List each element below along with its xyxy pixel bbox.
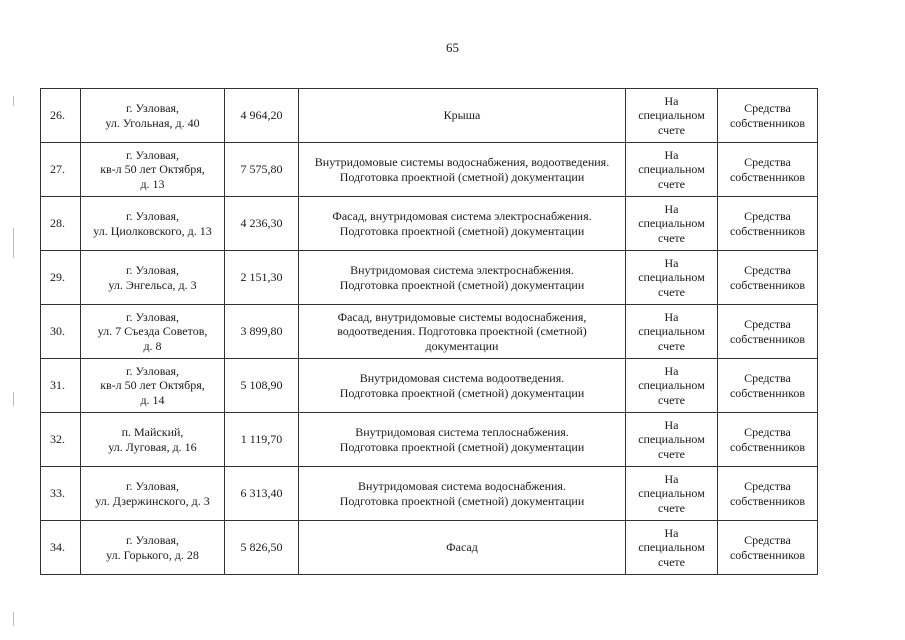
page-number: 65: [446, 40, 459, 55]
funding-source-cell: [718, 89, 818, 143]
work-type-cell-line: Фасад: [446, 540, 478, 555]
account-cell: [626, 197, 718, 251]
scan-artifact: [13, 228, 14, 258]
address-cell-line: г. Узловая,: [125, 309, 180, 324]
address-cell-line: г. Узловая,: [125, 363, 180, 378]
work-type-cell-line: Внутридомовая система теплоснабжения.: [355, 425, 569, 439]
row-number: 33.: [41, 467, 81, 521]
table-row: [41, 143, 818, 197]
address-cell: [81, 197, 225, 251]
row-number: 34.: [41, 521, 81, 575]
funding-source-cell: [718, 359, 818, 413]
funding-source-cell-line: собственников: [729, 439, 806, 454]
work-type-cell: [299, 521, 626, 575]
funding-source-cell-line: Средства: [744, 317, 791, 331]
row-number: 30.: [41, 305, 81, 359]
account-cell-line: счете: [657, 446, 686, 461]
address-cell-line: г. Узловая,: [125, 263, 180, 277]
work-type-cell-line: Подготовка проектной (сметной) документации: [339, 493, 585, 508]
area-cell: 5 108,90: [225, 359, 299, 413]
account-cell: [626, 251, 718, 305]
account-cell: [626, 89, 718, 143]
work-type-cell: [299, 413, 626, 467]
address-cell-line: кв-л 50 лет Октября,: [100, 378, 205, 393]
funding-source-cell-line: собственников: [729, 547, 806, 562]
table-row: [41, 89, 818, 143]
address-cell-line: д. 13: [140, 176, 165, 191]
table-row: [41, 305, 818, 359]
work-type-cell: [299, 305, 626, 359]
account-cell-line: На: [664, 255, 679, 270]
account-cell-line: специальном: [638, 108, 705, 123]
account-cell-line: специальном: [638, 270, 705, 285]
account-cell-line: На: [664, 525, 679, 540]
scan-artifact: [13, 612, 14, 626]
work-type-cell-line: Крыша: [443, 108, 481, 123]
funding-source-cell-line: Средства: [744, 533, 791, 547]
address-cell-line: г. Узловая,: [125, 209, 180, 223]
address-cell: [81, 521, 225, 575]
address-cell: [81, 467, 225, 521]
account-cell-line: счете: [657, 230, 686, 245]
account-cell-line: счете: [657, 554, 686, 569]
funding-source-cell-line: Средства: [744, 101, 791, 115]
account-cell: [626, 143, 718, 197]
work-type-cell-line: водоотведения. Подготовка проектной (сметной): [337, 324, 587, 339]
address-cell: [81, 89, 225, 143]
row-number: 27.: [41, 143, 81, 197]
address-cell-line: д. 14: [140, 392, 165, 407]
funding-source-cell-line: Средства: [744, 263, 791, 277]
account-cell-line: счете: [657, 176, 686, 191]
account-cell: [626, 359, 718, 413]
row-number: 31.: [41, 359, 81, 413]
account-cell-line: счете: [657, 500, 686, 515]
address-cell-line: ул. Циолковского, д. 13: [93, 223, 212, 238]
table-row: [41, 251, 818, 305]
table-row: [41, 197, 818, 251]
work-type-cell: [299, 89, 626, 143]
funding-source-cell-line: Средства: [744, 155, 791, 169]
work-type-cell-line: документации: [425, 338, 499, 353]
funding-source-cell: [718, 413, 818, 467]
funding-source-cell-line: собственников: [729, 115, 806, 130]
work-type-cell-line: Внутридомовые системы водоснабжения, водоотведения.: [314, 155, 610, 169]
address-cell-line: ул. Луговая, д. 16: [108, 439, 197, 454]
address-cell-line: г. Узловая,: [125, 533, 180, 547]
work-type-cell: [299, 143, 626, 197]
account-cell-line: специальном: [638, 432, 705, 447]
funding-source-cell: [718, 521, 818, 575]
account-cell: [626, 305, 718, 359]
funding-source-cell: [718, 305, 818, 359]
account-cell-line: счете: [657, 122, 686, 137]
account-cell: [626, 413, 718, 467]
address-cell-line: ул. Горького, д. 28: [106, 547, 199, 562]
scan-artifact: [13, 96, 14, 106]
funding-source-cell-line: Средства: [744, 371, 791, 385]
work-type-cell-line: Подготовка проектной (сметной) документации: [339, 385, 585, 400]
funding-source-cell: [718, 251, 818, 305]
work-type-cell-line: Фасад, внутридомовые системы водоснабжения,: [337, 309, 587, 324]
funding-source-cell: [718, 143, 818, 197]
address-cell-line: д. 8: [143, 338, 162, 353]
funding-source-cell-line: Средства: [744, 209, 791, 223]
account-cell-line: специальном: [638, 324, 705, 339]
account-cell-line: На: [664, 309, 679, 324]
address-cell-line: п. Майский,: [121, 425, 184, 439]
account-cell-line: На: [664, 363, 679, 378]
area-cell: 6 313,40: [225, 467, 299, 521]
funding-source-cell-line: собственников: [729, 169, 806, 184]
area-cell: 2 151,30: [225, 251, 299, 305]
account-cell-line: специальном: [638, 378, 705, 393]
address-cell: [81, 413, 225, 467]
work-type-cell: [299, 251, 626, 305]
account-cell-line: На: [664, 471, 679, 486]
work-type-cell: [299, 467, 626, 521]
address-cell-line: ул. Угольная, д. 40: [105, 115, 200, 130]
table-row: [41, 521, 818, 575]
table-row: [41, 359, 818, 413]
account-cell-line: специальном: [638, 162, 705, 177]
area-cell: 7 575,80: [225, 143, 299, 197]
funding-source-cell: [718, 467, 818, 521]
work-type-cell-line: Внутридомовая система водоснабжения.: [358, 479, 566, 493]
housing-repair-table: [40, 88, 818, 575]
funding-source-cell-line: Средства: [744, 425, 791, 439]
work-type-cell-line: Внутридомовая система электроснабжения.: [350, 263, 574, 277]
account-cell-line: На: [664, 93, 679, 108]
address-cell-line: г. Узловая,: [125, 101, 180, 115]
account-cell-line: счете: [657, 392, 686, 407]
account-cell-line: специальном: [638, 540, 705, 555]
funding-source-cell: [718, 197, 818, 251]
work-type-cell-line: Подготовка проектной (сметной) документации: [339, 169, 585, 184]
area-cell: 1 119,70: [225, 413, 299, 467]
work-type-cell-line: Внутридомовая система водоотведения.: [359, 371, 565, 385]
address-cell-line: ул. Энгельса, д. 3: [108, 277, 197, 292]
address-cell: [81, 251, 225, 305]
address-cell: [81, 359, 225, 413]
address-cell-line: г. Узловая,: [125, 479, 180, 493]
address-cell: [81, 305, 225, 359]
row-number: 32.: [41, 413, 81, 467]
funding-source-cell-line: собственников: [729, 331, 806, 346]
address-cell-line: ул. Дзержинского, д. 3: [95, 493, 210, 508]
account-cell-line: На: [664, 147, 679, 162]
address-cell-line: ул. 7 Съезда Советов,: [97, 324, 208, 339]
work-type-cell-line: Подготовка проектной (сметной) документации: [339, 277, 585, 292]
account-cell-line: счете: [657, 284, 686, 299]
row-number: 26.: [41, 89, 81, 143]
scan-artifact: [13, 392, 14, 406]
work-type-cell: [299, 197, 626, 251]
funding-source-cell-line: собственников: [729, 223, 806, 238]
account-cell-line: На: [664, 417, 679, 432]
funding-source-cell-line: Средства: [744, 479, 791, 493]
table-row: [41, 413, 818, 467]
work-type-cell: [299, 359, 626, 413]
row-number: 28.: [41, 197, 81, 251]
funding-source-cell-line: собственников: [729, 277, 806, 292]
work-type-cell-line: Подготовка проектной (сметной) документации: [339, 223, 585, 238]
account-cell: [626, 521, 718, 575]
address-cell-line: кв-л 50 лет Октября,: [100, 162, 205, 177]
work-type-cell-line: Подготовка проектной (сметной) документации: [339, 439, 585, 454]
account-cell-line: счете: [657, 338, 686, 353]
area-cell: 4 236,30: [225, 197, 299, 251]
area-cell: 5 826,50: [225, 521, 299, 575]
work-type-cell-line: Фасад, внутридомовая система электроснабжения.: [332, 209, 592, 223]
account-cell-line: На: [664, 201, 679, 216]
address-cell-line: г. Узловая,: [125, 147, 180, 162]
account-cell-line: специальном: [638, 486, 705, 501]
funding-source-cell-line: собственников: [729, 493, 806, 508]
row-number: 29.: [41, 251, 81, 305]
account-cell: [626, 467, 718, 521]
area-cell: 3 899,80: [225, 305, 299, 359]
area-cell: 4 964,20: [225, 89, 299, 143]
funding-source-cell-line: собственников: [729, 385, 806, 400]
table-row: [41, 467, 818, 521]
account-cell-line: специальном: [638, 216, 705, 231]
address-cell: [81, 143, 225, 197]
